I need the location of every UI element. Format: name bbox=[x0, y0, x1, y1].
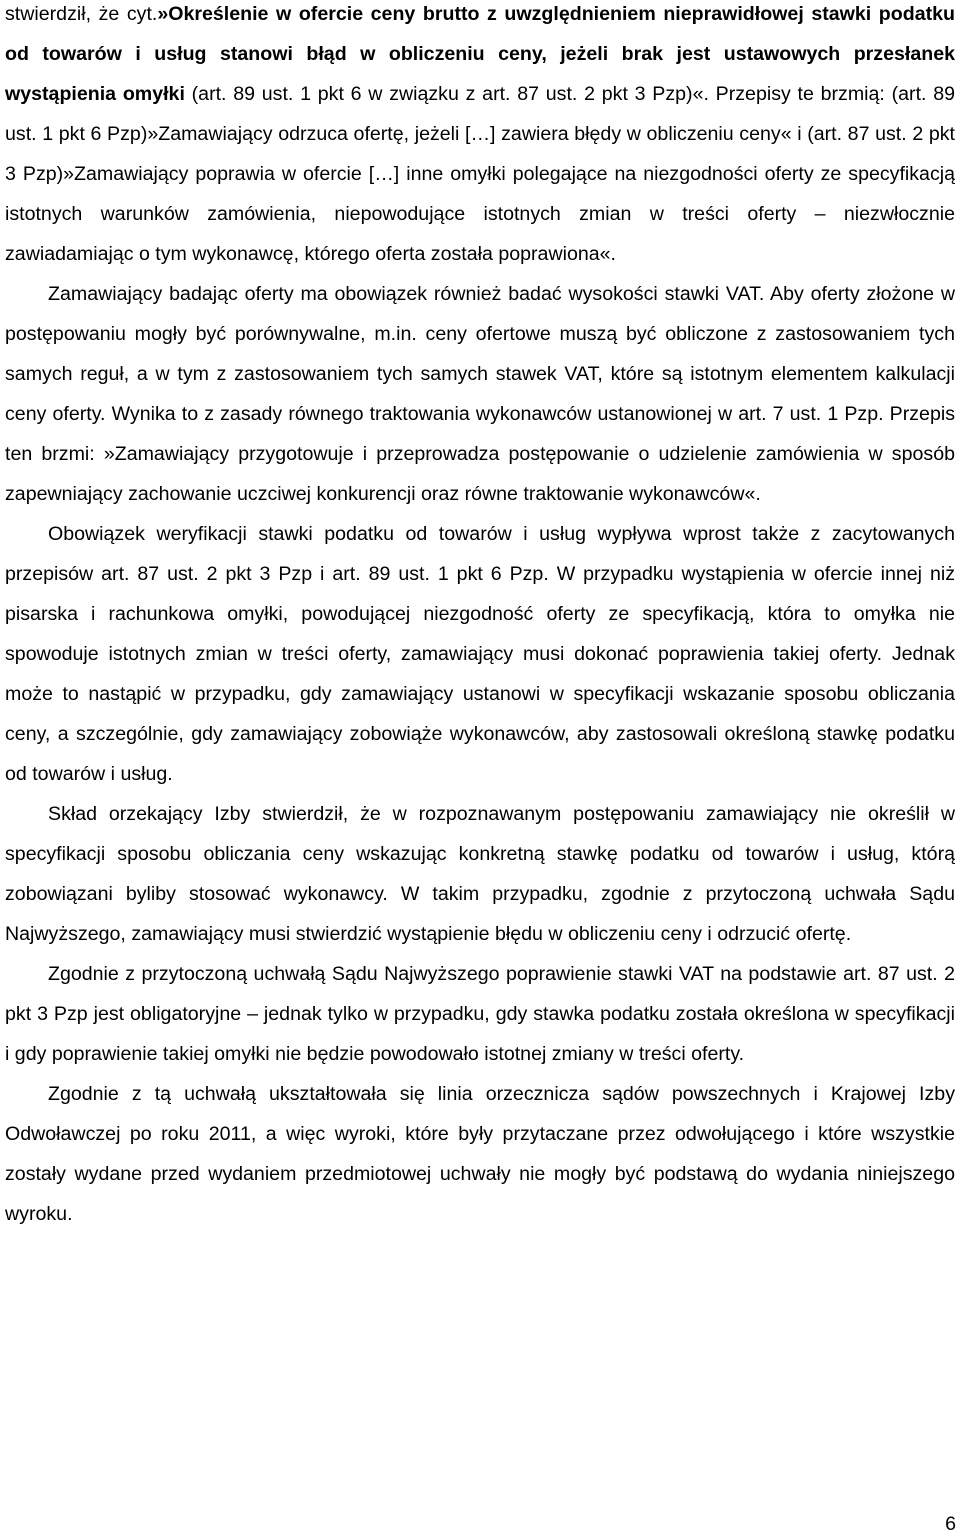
paragraph-1 bbox=[5, 0, 955, 274]
body-text bbox=[5, 0, 955, 1234]
paragraph-3 bbox=[5, 514, 955, 794]
paragraph-4-text: Skład orzekający Izby stwierdził, że w rozpoznawanym postępowaniu zamawiający nie określił w specyfikacji sposobu obliczania ceny wskazując konkretną stawkę podatku od towarów i usług, którą zobowiązani byliby stosować wykonawcy. W takim przypadku, zgodnie z przytoczoną uchwała Sądu Najwyższego, zamawiający musi stwierdzić wystąpienie błędu w obliczeniu ceny i odrzucić ofertę. bbox=[5, 803, 955, 945]
paragraph-2 bbox=[5, 274, 955, 514]
quoted-bold-statement: »Określenie w ofercie ceny brutto z uwzględnieniem nieprawidłowej stawki podatku od towarów i usług stanowi błąd w obliczeniu ceny, jeżeli brak jest ustawowych przesłanek wystąpienia omyłki bbox=[5, 3, 956, 105]
paragraph-1-segment-1: stwierdził, że cyt. bbox=[5, 3, 158, 25]
paragraph-4 bbox=[5, 794, 955, 954]
paragraph-6-text: Zgodnie z tą uchwałą ukształtowała się linia orzecznicza sądów powszechnych i Krajowej Izby Odwoławczej po roku 2011, a więc wyroki, które były przytaczane przez odwołującego i które wszystkie zostały wydane przed wydaniem przedmiotowej uchwały nie mogły być podstawą do wydania niniejszego wyroku. bbox=[5, 1083, 955, 1225]
paragraph-3-text: Obowiązek weryfikacji stawki podatku od towarów i usług wypływa wprost także z zacytowanych przepisów art. 87 ust. 2 pkt 3 Pzp i art. 89 ust. 1 pkt 6 Pzp. W przypadku wystąpienia w ofercie innej niż pisarska i rachunkowa omyłki, powodującej niezgodność oferty ze specyfikacją, która to omyłka nie spowoduje istotnych zmian w treści oferty, zamawiający musi dokonać poprawienia takiej oferty. Jednak może to nastąpić w przypadku, gdy zamawiający ustanowi w specyfikacji wskazanie sposobu obliczania ceny, a szczególnie, gdy zamawiający zobowiąże wykonawców, aby zastosowali określoną stawkę podatku od towarów i usług. bbox=[5, 523, 955, 785]
page-number: 6 bbox=[945, 1513, 956, 1535]
paragraph-6 bbox=[5, 1074, 955, 1234]
paragraph-5 bbox=[5, 954, 955, 1074]
paragraph-2-text: Zamawiający badając oferty ma obowiązek również badać wysokości stawki VAT. Aby oferty złożone w postępowaniu mogły być porównywalne, m.in. ceny ofertowe muszą być obliczone z zastosowaniem tych samych reguł, a w tym z zastosowaniem tych samych stawek VAT, które są istotnym elementem kalkulacji ceny oferty. Wynika to z zasady równego traktowania wykonawców ustanowionej w art. 7 ust. 1 Pzp. Przepis ten brzmi: »Zamawiający przygotowuje i przeprowadza postępowanie o udzielenie zamówienia w sposób zapewniający zachowanie uczciwej konkurencji oraz równe traktowanie wykonawców«. bbox=[5, 283, 955, 505]
paragraph-1-segment-3: (art. 89 ust. 1 pkt 6 w związku z art. 87 ust. 2 pkt 3 Pzp)«. Przepisy te brzmią: (art. 89 ust. 1 pkt 6 Pzp)»Zamawiający odrzuca ofertę, jeżeli […] zawiera błędy w obliczeniu ceny« i (art. 87 ust. 2 pkt 3 Pzp)»Zamawiający poprawia w ofercie […] inne omyłki polegające na niezgodności oferty ze specyfikacją istotnych warunków zamówienia, niepowodujące istotnych zmian w treści oferty – niezwłocznie zawiadamiając o tym wykonawcę, którego oferta została poprawiona«. bbox=[5, 83, 955, 265]
paragraph-5-text: Zgodnie z przytoczoną uchwałą Sądu Najwyższego poprawienie stawki VAT na podstawie art. 87 ust. 2 pkt 3 Pzp jest obligatoryjne – jednak tylko w przypadku, gdy stawka podatku została określona w specyfikacji i gdy poprawienie takiej omyłki nie będzie powodowało istotnej zmiany w treści oferty. bbox=[5, 963, 955, 1065]
